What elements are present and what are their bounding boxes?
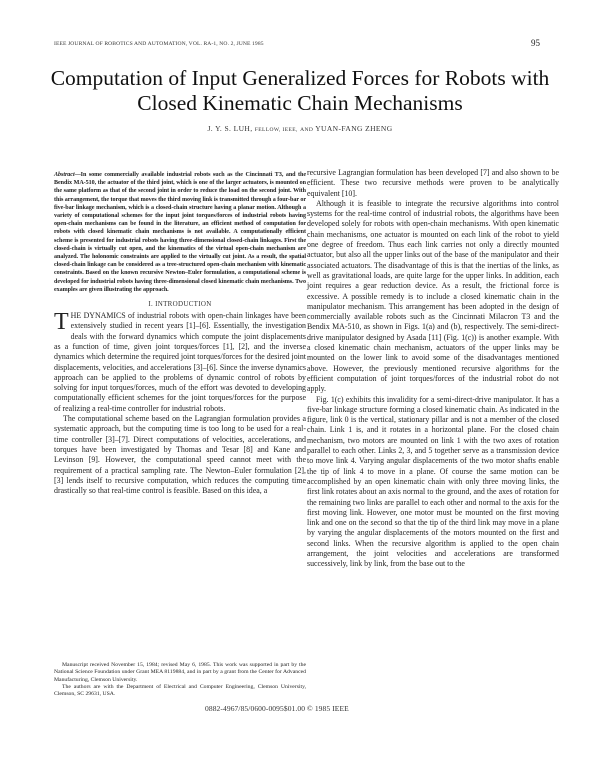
body-left — [54, 311, 306, 496]
author-1-affiliation: FELLOW, IEEE, — [254, 127, 298, 133]
right-paragraph-3: Fig. 1(c) exhibits this invalidity for a semi-direct-drive manipulator. It has a five-bar linkage structure forming a closed kinematic chain. As indicated in the figure, link 0 is the vertical, stationary pillar and is not a member of the closed chain. Link 1 is, and it rotates in a horizontal plane. For the closed chain mechanism, two motors are mounted on link 1 with the two axes of rotation parallel to each other. Links 2, 3, and 5 together serve as a transmission device to move link 4. Varying angular displacements of the two motor shafts enable the tip of link 4 to move in a plane. Of course the same motion can be accomplished by an open kinematic chain with only three moving links, the first link rotates about an axis normal to the ground, and the axes of rotation for the remaining two links are parallel to each other and normal to the axis for the first moving link. However, one motor must be mounted on the first moving link and one on the second so that the tip of the third link may move in a plane by varying the angular displacements of the motors mounted on the first and second links. When the recursive algorithm is applied to the open chain arrangement, the joint velocities and accelerations are transformed successively, link by link, from the base out to the — [307, 394, 559, 569]
abstract-lead: Abstract — [54, 172, 75, 178]
left-column — [54, 171, 306, 496]
dropcap: T — [54, 309, 69, 336]
paper-title: Computation of Input Generalized Forces for Robots with Closed Kinematic Chain Mechanisms — [50, 66, 550, 115]
intro-paragraph-2: The computational scheme based on the Lagrangian formulation provides a systematic approach, but the computing time is too long to be used for a real-time controller [3]–[7]. Direct computations of velocities, accelerations, and torques have been investigated by Thomas and Tesar [8] and Kane and Levinson [9]. However, the computational speed cannot meet with the requirement of a practical sampling rate. The Newton–Euler formulation [2], [3] lends itself to recursive computation, which reduces the computing time drastically so that real-time control is feasible. Based on this idea, a — [54, 414, 306, 496]
right-paragraph-1: recursive Lagrangian formulation has been developed [7] and also shown to be efficient. These two recursive methods were proven to be analytically equivalent [10]. — [307, 168, 559, 198]
author-line — [40, 124, 560, 133]
footnote-affiliation: The authors are with the Department of Electrical and Computer Engineering, Clemson University, Clemson, SC 29631, USA. — [54, 683, 306, 698]
author-1: J. Y. S. LUH, — [207, 124, 253, 133]
section-heading-introduction: I. INTRODUCTION — [148, 300, 212, 309]
author-conjunction: AND — [300, 127, 314, 133]
abstract — [54, 171, 306, 294]
right-paragraph-2: Although it is feasible to integrate the recursive algorithms into control systems for the real-time control of industrial robots, the algorithms have been developed solely for robots with open-chain mechanisms. With open kinematic chain mechanisms, one actuator is mounted on each link of the robot to yield one degree of freedom. Thus each link carries not only a directly mounted actuator, but also all the upper links out of the base of the manipulator and their associated actuators. The disadvantage of this is that the inertias of the links, as well as gravitational loads, are quite large for the upper links. In addition, each joint requires a gear reduction device. As a result, the frictional force is excessive. A possible remedy is to include a closed kinematic chain in the manipulator mechanism. This arrangement has been adopted in the design of commercially available robots such as the Cincinnati Milacron T3 and the Bendix MA-510, as shown in Figs. 1(a) and (b), respectively. The semi-direct-drive manipulator designed by Asada [11] (Fig. 1(c)) is another example. With a closed kinematic chain mechanism, actuators of the upper links may be mounted on the lower link to avoid some of the disadvantages mentioned above. However, the previously mentioned recursive algorithms for the efficient computation of joint torques/forces of the industrial robot do not apply. — [307, 198, 559, 394]
right-column — [307, 168, 559, 570]
page-number: 95 — [531, 38, 540, 48]
intro-paragraph-1: THE DYNAMICS of industrial robots with open-chain linkages have been extensively studied in recent years [1]–[6]. Essentially, the investigation deals with the forward dynamics which compute the joint displacements as a function of time, given joint torques/forces [1], [2], and the inverse dynamics which determine the required joint torques/forces for the desired joint displacements, velocities, and accelerations [3]–[6]. Since the inverse dynamics approach can be applied to the problems of dynamic control of robots by solving for input torques/forces, much of the effort was devoted to developing computationally efficient schemes for the joint torques/forces for the purpose of realizing a real-time controller for industrial robots. — [54, 309, 306, 413]
running-head: IEEE JOURNAL OF ROBOTICS AND AUTOMATION, VOL. RA-1, NO. 2, JUNE 1985 — [54, 41, 264, 47]
footnote-manuscript: Manuscript received November 15, 1984; revised May 6, 1985. This work was supported in part by the National Science Foundation under Grant MEA 8119884, and in part by a grant from the Center for Advanced Manufacturing, Clemson University. — [54, 662, 306, 683]
abstract-text: —In some commercially available industrial robots such as the Cincinnati T3, and the Bendix MA-510, the actuator of the third joint, which is one of the larger actuators, is mounted on the same platform as that of the second joint in order to reduce the load on the second joint. With this arrangement, the torque that moves the third moving link is transmitted through a four-bar or five-bar linkage mechanism, which is a closed-chain structure having a planar motion. Although a variety of computational schemes for the input joint torques/forces of industrial robots having open-chain mechanisms can be found in the literature, an efficient method of computation for robots with closed kinematic chain mechanisms is not available. A computationally efficient scheme is presented for industrial robots having three-dimensional closed-chain linkages. First the closed-chain is virtually cut open, and the kinematics of the virtual open-chain mechanism are analyzed. The holonomic constraints are applied to the virtually cut joint. As a result, the spatial closed-chain linkage can be considered as a tree-structured open-chain mechanism with kinematic constraints. Based on the known recursive Newton–Euler formulation, a computational scheme is developed for industrial robots having three-dimensional closed kinematic chain mechanisms. Two examples are given illustrating the approach. — [54, 172, 306, 293]
body-right — [307, 168, 559, 570]
author-2: YUAN-FANG ZHENG — [315, 124, 393, 133]
issn-copyright-line: 0882-4967/85/0600-0095$01.00 © 1985 IEEE — [205, 704, 349, 713]
footnote — [54, 662, 306, 698]
